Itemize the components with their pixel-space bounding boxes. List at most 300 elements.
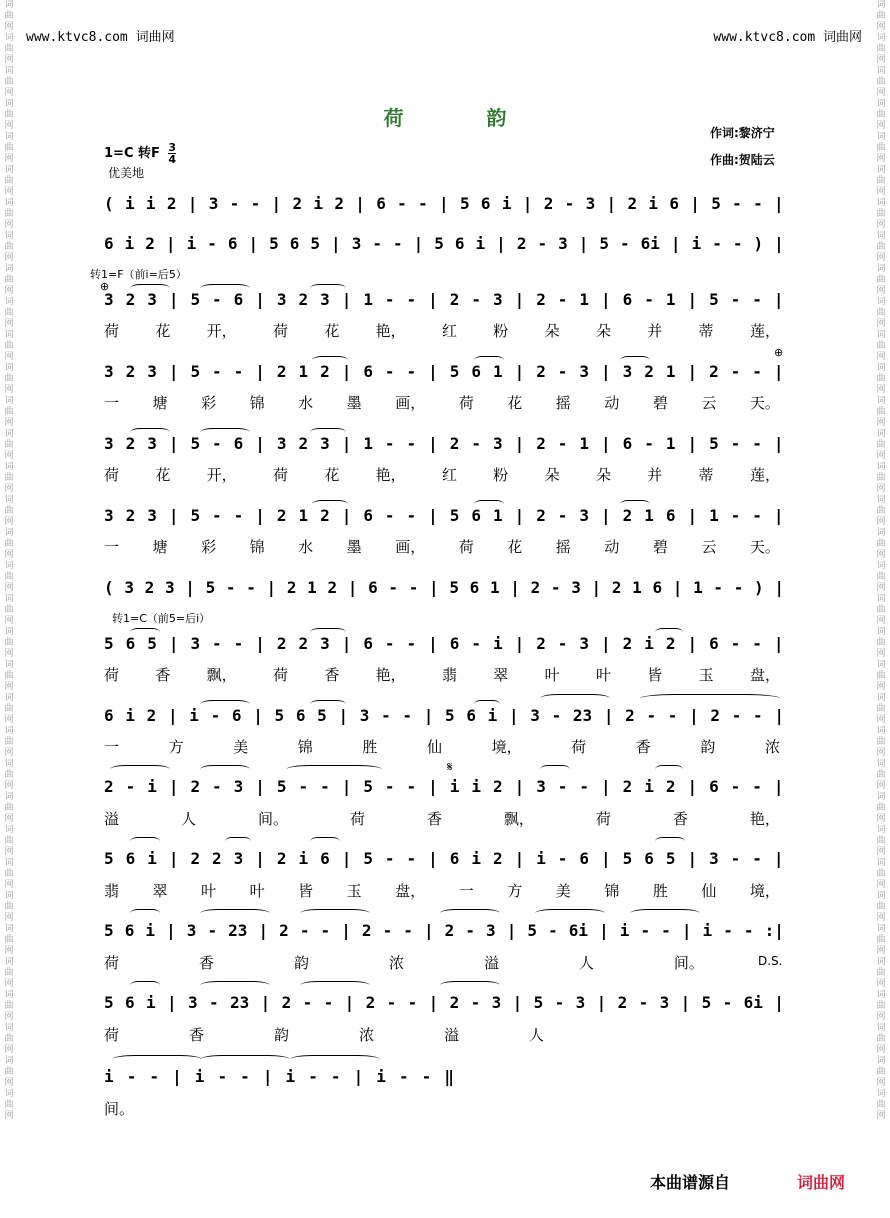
score-token: - [372, 233, 382, 253]
score-token: - [557, 633, 568, 653]
segno-sign: 𝄋 [447, 760, 453, 775]
score-token: 方 [168, 738, 184, 756]
score-token: 动 [604, 394, 620, 412]
score-token: | [341, 289, 352, 309]
score-token: | [428, 633, 438, 653]
score-token: 3 [190, 633, 201, 653]
score-token: 一 [458, 882, 474, 900]
score-token: 摇 [555, 538, 571, 556]
score-token: | [423, 705, 434, 725]
score-token: i [487, 705, 498, 725]
score-token: - [382, 920, 393, 940]
score-token: | [168, 361, 179, 381]
score-token: 1 [492, 505, 503, 525]
slur-mark [130, 837, 160, 846]
score-token: 彩 [201, 394, 217, 412]
score-token: | [255, 361, 265, 381]
score-token: 锦 [249, 394, 265, 412]
score-token: 5 [269, 233, 279, 253]
score-token: 3 [558, 233, 568, 253]
score-token: - [407, 992, 418, 1012]
score-token: | [687, 848, 698, 868]
score-token: 1 [709, 505, 719, 525]
score-token: 5 [709, 289, 719, 309]
music-row-4 [104, 358, 784, 384]
score-token: | [353, 1066, 364, 1086]
score-token: | [165, 233, 176, 253]
score-token: 3 [186, 920, 197, 940]
score-token: 2 [361, 920, 372, 940]
slur-mark [130, 428, 170, 437]
score-token: 2 [125, 433, 136, 453]
score-token: - [554, 992, 565, 1012]
slur-mark [655, 628, 683, 637]
score-token: :| [764, 920, 784, 940]
slur-mark [620, 356, 650, 365]
score-token: 5 [449, 361, 460, 381]
score-token: 叶 [544, 666, 560, 684]
score-token: 人 [578, 954, 594, 972]
score-token: 5 [317, 705, 327, 725]
score-token: 5 [711, 193, 721, 213]
score-token: 塘 [152, 538, 168, 556]
score-token: 2 [536, 361, 546, 381]
score-token: - [640, 920, 651, 940]
score-token: 荷 [272, 466, 288, 484]
score-token: | [260, 992, 271, 1012]
score-token: 天。 [749, 538, 780, 556]
score-token: 一 [104, 538, 120, 556]
score-token: - [713, 577, 724, 597]
score-token: 3 [276, 289, 287, 309]
score-token: 3 [104, 433, 114, 453]
score-token: 碧 [652, 394, 668, 412]
score-token: 荷 [272, 322, 288, 340]
site-header-left[interactable]: www.ktvc8.com 词曲网 [26, 30, 175, 45]
site-header-right[interactable]: www.ktvc8.com 词曲网 [713, 30, 862, 45]
slur-mark [110, 765, 170, 774]
score-token: 花 [324, 466, 340, 484]
score-token: i [104, 1066, 114, 1086]
score-token: 韵 [700, 738, 716, 756]
score-token: - [733, 577, 744, 597]
score-token: - [712, 233, 722, 253]
score-token: 2 [449, 433, 460, 453]
score-token: 2 [449, 992, 460, 1012]
score-token: | [774, 577, 784, 597]
score-token: 2 [365, 992, 376, 1012]
score-token: 2 [530, 577, 541, 597]
score-token: 3 [530, 705, 540, 725]
score-token: | [514, 433, 525, 453]
score-token: 6 [665, 505, 676, 525]
score-token: 6 [652, 577, 663, 597]
score-token: 3 [320, 633, 330, 653]
score-token: 2 [298, 433, 309, 453]
score-token: 2 [276, 505, 287, 525]
score-token: 香 [198, 954, 214, 972]
score-token: 叶 [595, 666, 611, 684]
score-token: 花 [324, 322, 340, 340]
score-token: - [620, 233, 630, 253]
slur-mark [300, 981, 370, 990]
score-token: 锦 [604, 882, 620, 900]
score-token: 朵 [544, 322, 560, 340]
score-token: | [508, 705, 519, 725]
slur-mark [310, 284, 346, 293]
score-token: 翠 [493, 666, 509, 684]
lyric-row-10 [104, 808, 780, 830]
score-token: 开， [206, 466, 237, 484]
score-token: 3 [536, 776, 546, 796]
score-token: | [167, 705, 178, 725]
score-token: 5 [527, 920, 538, 940]
score-token: - [564, 193, 575, 213]
score-token: - [752, 433, 762, 453]
score-token: - [471, 289, 481, 309]
score-token: - [644, 433, 654, 453]
score-token: 3 [147, 289, 157, 309]
score-token: | [601, 361, 611, 381]
score-token: 5 [310, 233, 321, 253]
score-token: 5 [190, 361, 201, 381]
score-token: 6 [376, 193, 386, 213]
score-token: 韵 [293, 954, 309, 972]
score-token: 6 [363, 505, 373, 525]
score-token: 6 [295, 705, 306, 725]
score-token: | [341, 633, 352, 653]
slur-mark [225, 837, 251, 846]
score-token: 并 [647, 322, 663, 340]
score-token: | [428, 505, 438, 525]
score-token: - [386, 992, 397, 1012]
score-token: 6 [466, 705, 476, 725]
score-token: - [406, 289, 417, 309]
score-token: | [255, 848, 265, 868]
score-token: | [255, 289, 265, 309]
score-token: 2 [286, 577, 297, 597]
score-token: 盘， [395, 882, 426, 900]
score-token: 6i [640, 233, 660, 253]
score-token: 艳， [749, 810, 780, 828]
score-token: 6 [644, 848, 654, 868]
slur-mark [310, 428, 346, 437]
score-token: | [266, 577, 277, 597]
score-token: - [384, 361, 395, 381]
slur-mark [310, 628, 346, 637]
score-token: 6 [622, 289, 633, 309]
score-token: 间。 [673, 954, 704, 972]
score-token: 2 [281, 992, 292, 1012]
score-token: i [147, 848, 157, 868]
score-token: 溢 [104, 810, 120, 828]
score-token: - [557, 505, 568, 525]
score-token: 2 [543, 193, 554, 213]
slur-mark [290, 1055, 380, 1064]
score-token: 2 [146, 705, 157, 725]
ds-marking: D.S. [758, 954, 783, 968]
score-token: i [186, 233, 197, 253]
score-token: | [514, 361, 525, 381]
slur-mark [310, 700, 346, 709]
score-token: - [402, 705, 413, 725]
score-token: 玉 [346, 882, 362, 900]
score-token: 2 [298, 633, 309, 653]
score-token: 6 [320, 848, 330, 868]
score-token: 浓 [764, 738, 780, 756]
score-token: - [212, 361, 222, 381]
time-bottom: 4 [168, 153, 177, 166]
source-label: 本曲谱源自 [650, 1173, 731, 1192]
score-token: 5 [449, 577, 459, 597]
slur-mark [200, 909, 270, 918]
score-token: 5 [104, 848, 114, 868]
score-token: | [428, 776, 438, 796]
score-token: - [732, 233, 743, 253]
score-token: 5 [276, 776, 287, 796]
score-token: 3 [124, 577, 134, 597]
score-token: | [506, 920, 517, 940]
score-token: 3 [359, 705, 370, 725]
score-token: 1 [363, 433, 373, 453]
score-token: 2 [144, 577, 155, 597]
music-row-2 [104, 230, 784, 256]
slur-mark [200, 765, 250, 774]
slur-mark [300, 909, 370, 918]
score-token: 1 [693, 577, 703, 597]
score-token: 2 [327, 577, 338, 597]
score-token: 2 [536, 433, 546, 453]
score-token: | [680, 992, 691, 1012]
score-token: 水 [298, 394, 314, 412]
score-token: 2 [279, 920, 289, 940]
score-token: 3 [147, 505, 157, 525]
score-token: 6 [622, 433, 633, 453]
score-token: | [603, 705, 614, 725]
score-token: 2 [536, 289, 546, 309]
score-token: 6 [363, 633, 373, 653]
score-token: | [428, 361, 438, 381]
score-token: 5 [190, 505, 201, 525]
score-token: 3 [709, 848, 719, 868]
score-token: 3 [491, 992, 502, 1012]
score-token: | [689, 705, 699, 725]
score-token: i [145, 193, 156, 213]
score-token: 香 [635, 738, 651, 756]
score-token: - [384, 776, 395, 796]
score-token: 3 [579, 361, 590, 381]
score-token: | [255, 505, 265, 525]
score-token: ) [753, 233, 764, 253]
score-token: i [125, 705, 135, 725]
score-token: 6 [449, 633, 460, 653]
score-token: 2 [292, 193, 303, 213]
score-token: 一 [104, 394, 120, 412]
slur-mark [130, 909, 160, 918]
score-token: 2 [104, 776, 114, 796]
score-token: | [601, 776, 611, 796]
lyric-row-12 [104, 952, 704, 974]
slur-mark [200, 428, 250, 437]
score-token: 粉 [493, 466, 509, 484]
score-token: 艳， [375, 666, 406, 684]
score-token: 花 [155, 466, 171, 484]
score-token: - [557, 776, 568, 796]
score-token: 2 [125, 289, 136, 309]
score-token: 6 [579, 848, 590, 868]
score-token: 3 [188, 992, 198, 1012]
score-token: 3 [622, 361, 633, 381]
score-token: - [557, 289, 568, 309]
score-token: 2 [190, 776, 201, 796]
score-token: i [471, 848, 481, 868]
score-token: 2 [125, 505, 136, 525]
score-token: - [579, 776, 590, 796]
score-token: 2 [611, 577, 622, 597]
score-token: | [596, 992, 607, 1012]
score-token: 2 [665, 776, 676, 796]
score-token: - [384, 505, 395, 525]
score-token: 2 [444, 920, 455, 940]
score-token: 红 [441, 466, 457, 484]
score-token: 2 [334, 193, 344, 213]
score-token: - [753, 705, 763, 725]
score-token: | [690, 193, 700, 213]
score-token: 6 [480, 193, 491, 213]
score-token: | [601, 433, 611, 453]
score-token: - [298, 776, 309, 796]
score-token: - [225, 577, 236, 597]
slur-mark [474, 356, 504, 365]
score-token: 2 [644, 361, 654, 381]
score-token: - [250, 193, 261, 213]
score-token: | [185, 577, 195, 597]
score-token: 5 [104, 920, 114, 940]
score-token: 6 [227, 233, 238, 253]
score-token: - [408, 577, 419, 597]
score-token: 5 [445, 705, 455, 725]
score-token: 2 [617, 992, 628, 1012]
slur-mark [312, 500, 348, 509]
score-token: | [168, 776, 179, 796]
score-token: | [255, 433, 265, 453]
score-token: 1 [298, 505, 309, 525]
score-token: 23 [230, 992, 250, 1012]
score-token: 2 [166, 193, 177, 213]
score-token: - [752, 361, 762, 381]
score-token: 2 [449, 289, 460, 309]
score-token: | [168, 848, 179, 868]
score-token: | [601, 633, 611, 653]
key-label: 1=C 转F [104, 146, 160, 161]
score-token: - [384, 433, 395, 453]
score-token: | [172, 1066, 182, 1086]
score-token: | [687, 289, 698, 309]
score-token: - [557, 848, 568, 868]
score-token: 3 [276, 433, 287, 453]
score-token: | [341, 505, 352, 525]
score-token: 云 [701, 394, 717, 412]
score-token: | [423, 920, 434, 940]
score-token: 6 [233, 433, 244, 453]
score-token: 美 [233, 738, 249, 756]
score-token: 蒂 [698, 466, 714, 484]
score-token: 3 [486, 920, 496, 940]
score-token: 浓 [388, 954, 404, 972]
score-token: - [406, 848, 417, 868]
score-token: - [240, 1066, 250, 1086]
score-token: 3 [147, 433, 157, 453]
score-token: 一 [104, 738, 120, 756]
score-token: 荷 [272, 666, 288, 684]
score-token: - [638, 992, 649, 1012]
score-token: i [376, 1066, 386, 1086]
score-token: | [601, 289, 611, 309]
score-token: 23 [572, 705, 593, 725]
slur-mark [200, 981, 270, 990]
score-token: | [429, 577, 439, 597]
score-token: | [341, 848, 352, 868]
score-token: - [644, 289, 654, 309]
score-token: 翡 [104, 882, 120, 900]
score-token: 香 [188, 1026, 204, 1044]
slur-mark [655, 837, 685, 846]
tempo-marking: 优美地 [108, 166, 145, 180]
score-token: i [146, 992, 156, 1012]
score-token: 6 [104, 705, 114, 725]
score-token: - [212, 633, 222, 653]
score-token: i [124, 233, 135, 253]
score-token: 6 [669, 193, 679, 213]
score-token: 叶 [201, 882, 217, 900]
brand-link[interactable]: 词曲网 [797, 1173, 846, 1192]
score-token: 荷 [104, 322, 120, 340]
score-token: | [514, 776, 525, 796]
score-token: | [255, 633, 265, 653]
score-token: ( [104, 193, 114, 213]
score-token: 2 [709, 361, 719, 381]
score-token: i [648, 193, 659, 213]
slur-mark [312, 356, 348, 365]
score-token: 3 [579, 505, 590, 525]
score-token: | [687, 361, 698, 381]
score-token: - [730, 776, 741, 796]
score-token: | [670, 233, 681, 253]
score-token: - [217, 1066, 228, 1086]
song-title: 荷 韵 [383, 106, 545, 130]
score-token: 2 [145, 233, 155, 253]
score-token: 5 [709, 433, 719, 453]
score-token: 5 [599, 233, 610, 253]
score-token: - [330, 1066, 341, 1086]
score-token: 间。 [257, 810, 288, 828]
score-token: 2 [536, 505, 546, 525]
score-token: 2 [492, 848, 503, 868]
score-token: 6 [125, 633, 136, 653]
score-token: 莲， [749, 466, 780, 484]
score-token: 朵 [595, 466, 611, 484]
score-token: | [591, 577, 602, 597]
score-token: | [428, 848, 438, 868]
score-token: 人 [528, 1026, 544, 1044]
score-token: 2 [622, 776, 633, 796]
score-token: | [512, 992, 523, 1012]
score-token: | [341, 361, 352, 381]
score-token: 3 [659, 992, 670, 1012]
score-token: 3 [233, 776, 244, 796]
score-token: 朵 [544, 466, 560, 484]
score-token: - [730, 848, 741, 868]
